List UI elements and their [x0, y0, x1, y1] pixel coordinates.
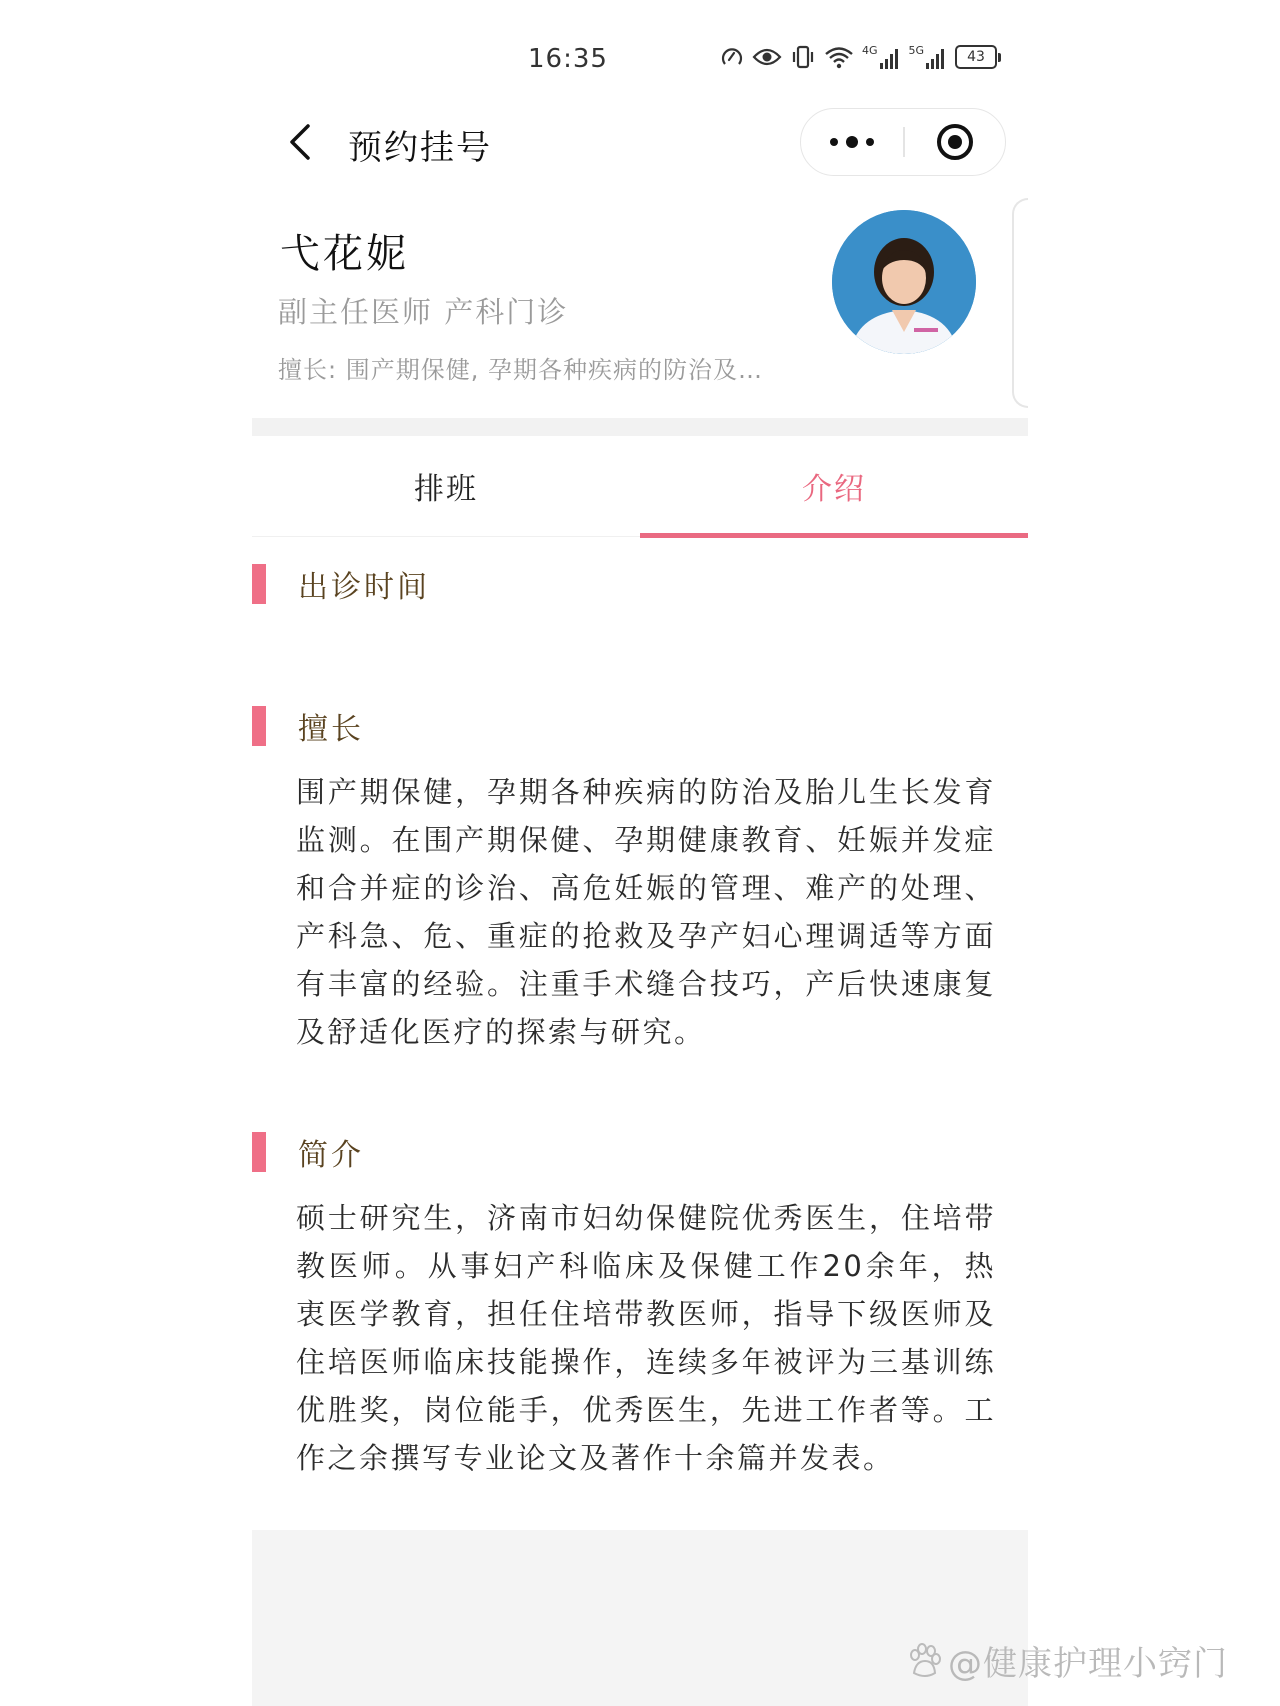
section-header	[252, 706, 1028, 746]
more-button[interactable]	[801, 109, 903, 175]
tab-schedule[interactable]	[252, 436, 640, 536]
section-intro	[252, 1132, 1028, 1482]
close-mini-program-button[interactable]	[905, 109, 1006, 175]
section-title-intro: 简介	[298, 1138, 364, 1173]
intro-text: 硕士研究生，济南市妇幼保健院优秀医生，住培带教医师。从事妇产科临床及保健工作20余年，热衷医学教育，担任住培带教医师，指导下级医师及住培医师临床技能操作，连续多年被评为三基训练优胜奖，岗位能手，优秀医生，先进工作者等。工作之余撰写专业论文及著作十余篇并发表。	[296, 1201, 996, 1475]
section-accent-bar	[252, 564, 266, 604]
section-accent-bar	[252, 1132, 266, 1172]
section-header	[252, 564, 1028, 604]
status-icons	[720, 42, 1001, 72]
active-tab-indicator	[640, 533, 1028, 538]
vibrate-icon	[790, 45, 816, 69]
mini-program-capsule	[800, 108, 1006, 176]
battery-icon	[955, 45, 1001, 69]
side-scroll-handle[interactable]	[1012, 198, 1028, 408]
battery-level: 43	[955, 45, 997, 69]
doctor-avatar	[832, 210, 976, 354]
watermark	[906, 1636, 1228, 1685]
phone-screen	[252, 0, 1028, 1706]
target-close-icon	[935, 122, 975, 162]
baidu-paw-icon	[906, 1643, 942, 1679]
more-dots-icon	[829, 135, 875, 149]
section-expertise	[252, 706, 1028, 1056]
tab-bar	[252, 436, 1028, 537]
chevron-left-icon	[280, 118, 320, 166]
wifi-icon	[824, 45, 854, 69]
net-5g-label: 5G	[908, 44, 925, 57]
header-divider-band	[252, 418, 1028, 436]
tab-introduction[interactable]	[640, 436, 1028, 536]
nfc-icon	[720, 45, 744, 69]
watermark-text: @健康护理小窍门	[948, 1644, 1228, 1684]
signal-5g-icon	[909, 44, 948, 70]
doctor-portrait	[832, 210, 976, 354]
section-title-schedule: 出诊时间	[298, 570, 430, 605]
page-title: 预约挂号	[348, 128, 492, 168]
section-header	[252, 1132, 1028, 1172]
net-4g-label: 4G	[862, 44, 878, 57]
expertise-text: 围产期保健，孕期各种疾病的防治及胎儿生长发育监测。在围产期保健、孕期健康教育、妊娠并发症和合并症的诊治、高危妊娠的管理、难产的处理、产科急、危、重症的抢救及孕产妇心理调适等方面有丰富的经验。注重手术缝合技巧，产后快速康复及舒适化医疗的探索与研究。	[296, 775, 996, 1049]
tab-introduction-label: 介绍	[802, 472, 866, 507]
section-accent-bar	[252, 706, 266, 746]
section-schedule	[252, 564, 1028, 604]
back-button[interactable]	[280, 118, 320, 166]
battery-tip	[998, 53, 1001, 62]
tab-schedule-label: 排班	[414, 472, 478, 507]
signal-4g-icon	[862, 44, 901, 70]
doctor-name: 弋花妮	[280, 231, 409, 277]
status-time: 16:35	[528, 44, 608, 74]
section-title-expertise: 擅长	[298, 712, 364, 747]
doctor-expertise-summary: 擅长: 围产期保健, 孕期各种疾病的防治及…	[278, 356, 763, 384]
eye-icon	[752, 46, 782, 68]
doctor-title: 副主任医师 产科门诊	[278, 295, 569, 329]
